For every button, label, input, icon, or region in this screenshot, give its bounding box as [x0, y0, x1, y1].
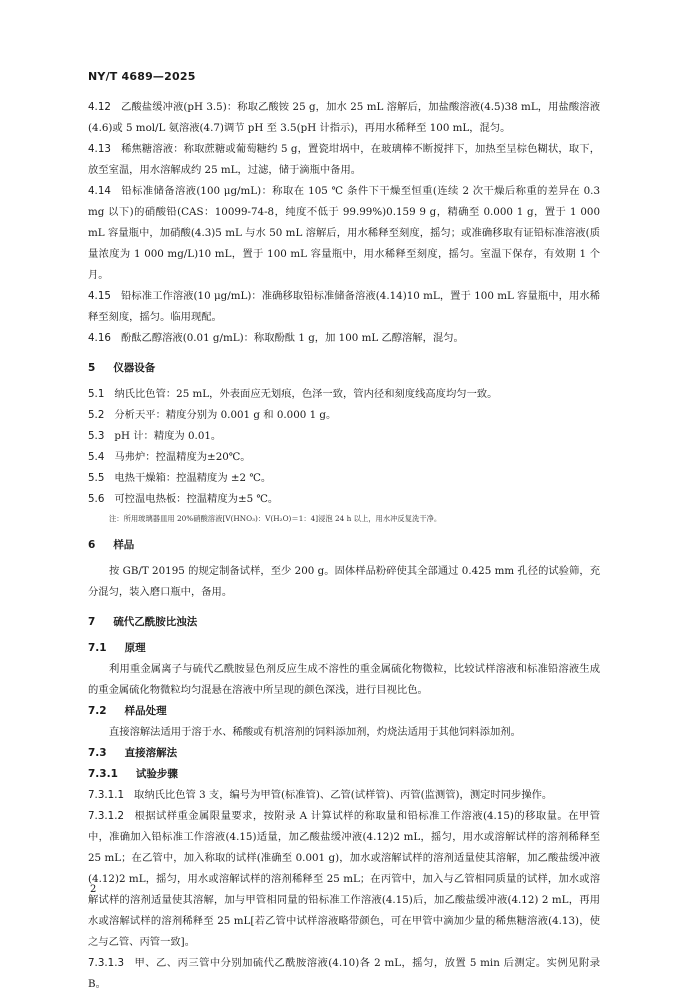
clause-number: 4.15: [88, 290, 111, 302]
standard-code: NY/T 4689—2025: [88, 70, 196, 83]
clause-text: 铅标准储备溶液(100 μg/mL)：称取在 105 ℃ 条件下干燥至恒重(连续 2 次干燥后称重的差异在 0.3 mg 以下)的硝酸铅(CAS：10099-74-8，纯度不低于 99.99%)0.159 9 g，精确至 0.000 1 g，置于 1 000 mL 容量瓶中，加硝酸(4.3)5 mL 与水 50 mL 溶解后，用水稀释至刻度，摇匀；或准确移取有证铅标准溶液(质量浓度为 1 000 mg/L)10 mL，置于 100 mL 容量瓶中，用水稀释至刻度，摇匀。室温下保存，有效期 1 个月。: [88, 185, 600, 281]
page-number: 2: [90, 884, 97, 895]
clause-text: 纳氏比色管：25 mL，外表面应无划痕，色泽一致，管内径和刻度线高度均匀一致。: [114, 388, 498, 400]
section-title: 样品处理: [124, 705, 167, 717]
section-number: 7.2: [88, 705, 107, 717]
clause-text: 马弗炉：控温精度为±20℃。: [114, 451, 251, 463]
clause-number: 5.5: [88, 472, 105, 484]
section-heading: [88, 764, 600, 785]
document-body: [88, 97, 600, 995]
clause-number: 5.6: [88, 493, 105, 505]
clause-number: 7.3.1.3: [88, 957, 125, 969]
section-heading: [88, 612, 600, 633]
section-heading: [88, 535, 600, 556]
clause-item: [88, 139, 600, 181]
section-number: 7: [88, 616, 96, 628]
clause-item: [88, 181, 600, 286]
clause-number: 7.3.1.1: [88, 789, 125, 801]
clause-item: [88, 785, 600, 806]
clause-text: 稀焦糖溶液：称取蔗糖或葡萄糖约 5 g，置瓷坩埚中，在玻璃棒不断搅拌下，加热至呈棕色糊状，取下，放至室温，用水溶解成约 25 mL，过滤，储于滴瓶中备用。: [88, 143, 600, 176]
body-paragraph: 利用重金属离子与硫代乙酰胺显色剂反应生成不溶性的重金属硫化物微粒，比较试样溶液和标准铅溶液生成的重金属硫化物微粒均匀混悬在溶液中所呈现的颜色深浅，进行目视比色。: [88, 663, 600, 696]
clause-number: 4.14: [88, 185, 111, 197]
clause-text: 酚酞乙醇溶液(0.01 g/mL)：称取酚酞 1 g，加 100 mL 乙醇溶解，混匀。: [120, 332, 464, 344]
clause-number: 4.12: [88, 101, 111, 113]
clause-item: [88, 286, 600, 328]
body-paragraph: 直接溶解法适用于溶于水、稀酸或有机溶剂的饲料添加剂，灼烧法适用于其他饲料添加剂。: [109, 726, 521, 738]
section-number: 7.3: [88, 747, 107, 759]
clause-text: pH 计：精度为 0.01。: [114, 430, 222, 442]
clause-text: 乙酸盐缓冲液(pH 3.5)：称取乙酸铵 25 g，加水 25 mL 溶解后，加盐酸溶液(4.5)38 mL，用盐酸溶液(4.6)或 5 mol/L 氨溶液(4.7)调节 pH 至 3.5(pH 计指示)，再用水稀释至 100 mL，混匀。: [88, 101, 600, 134]
clause-item: [88, 447, 600, 468]
clause-text: 分析天平：精度分别为 0.001 g 和 0.000 1 g。: [114, 409, 337, 421]
section-number: 5: [88, 362, 96, 374]
clause-number: 5.4: [88, 451, 105, 463]
clause-item: [88, 489, 600, 510]
clause-text: 铅标准工作溶液(10 μg/mL)：准确移取铅标准储备溶液(4.14)10 mL，置于 100 mL 容量瓶中，用水稀释至刻度，摇匀。临用现配。: [88, 290, 600, 323]
section-title: 样品: [113, 539, 135, 551]
clause-item: [88, 953, 600, 995]
section-number: 7.3.1: [88, 768, 118, 780]
section-heading: [88, 358, 600, 379]
section-title: 原理: [124, 642, 146, 654]
section-heading: [88, 638, 600, 659]
section-title: 试验步骤: [135, 768, 178, 780]
section-number: 7.1: [88, 642, 107, 654]
section-title: 直接溶解法: [124, 747, 178, 759]
body-paragraph: 按 GB/T 20195 的规定制备试样，至少 200 g。固体样品粉碎使其全部通过 0.425 mm 孔径的试验筛，充分混匀，装入磨口瓶中，备用。: [88, 565, 600, 598]
clause-number: 7.3.1.2: [88, 810, 125, 822]
clause-item: [88, 97, 600, 139]
note: 注：所用玻璃器皿用 20%硝酸溶液[V(HNO₃)：V(H₂O)＝1：4]浸泡 24 h 以上，用水冲反复洗干净。: [109, 514, 442, 523]
section-heading: [88, 701, 600, 722]
clause-text: 根据试样重金属限量要求，按附录 A 计算试样的称取量和铅标准工作溶液(4.15)的移取量。在甲管中，准确加入铅标准工作溶液(4.15)适量，加乙酸盐缓冲液(4.12)2 mL，摇匀，用水或溶解试样的溶剂稀释至 25 mL；在乙管中，加入称取的试样(准确至 0.001 g)，加水或溶解试样的溶剂适量使其溶解，加乙酸盐缓冲液(4.12)2 mL，摇匀，用水或溶解试样的溶剂稀释至 25 mL；在丙管中，加入与乙管相同质量的试样，加水或溶解试样的溶剂适量使其溶解，加与甲管相同量的铅标准工作溶液(4.15)后，加乙酸盐缓冲液(4.12) 2 mL，再用水或溶解试样的溶剂稀释至 25 mL[若乙管中试样溶液略带颜色，可在甲管中滴加少量的稀焦糖溶液(4.13)，使之与乙管、丙管一致]。: [88, 810, 600, 948]
section-heading: [88, 743, 600, 764]
clause-number: 5.3: [88, 430, 105, 442]
clause-item: [88, 405, 600, 426]
clause-number: 4.16: [88, 332, 111, 344]
clause-text: 甲、乙、丙三管中分别加硫代乙酰胺溶液(4.10)各 2 mL，摇匀，放置 5 min 后测定。实例见附录 B。: [88, 957, 600, 990]
clause-text: 取纳氏比色管 3 支，编号为甲管(标准管)、乙管(试样管)、丙管(监测管)，测定时同步操作。: [134, 789, 553, 801]
clause-number: 5.2: [88, 409, 105, 421]
section-title: 仪器设备: [113, 362, 156, 374]
section-title: 硫代乙酰胺比浊法: [113, 616, 198, 628]
clause-text: 可控温电热板：控温精度为±5 ℃。: [114, 493, 279, 505]
clause-item: [88, 468, 600, 489]
clause-item: [88, 328, 600, 349]
clause-item: [88, 426, 600, 447]
clause-text: 电热干燥箱：控温精度为 ±2 ℃。: [114, 472, 272, 484]
clause-number: 4.13: [88, 143, 111, 155]
section-number: 6: [88, 539, 96, 551]
clause-number: 5.1: [88, 388, 105, 400]
clause-item: [88, 806, 600, 953]
clause-item: [88, 384, 600, 405]
